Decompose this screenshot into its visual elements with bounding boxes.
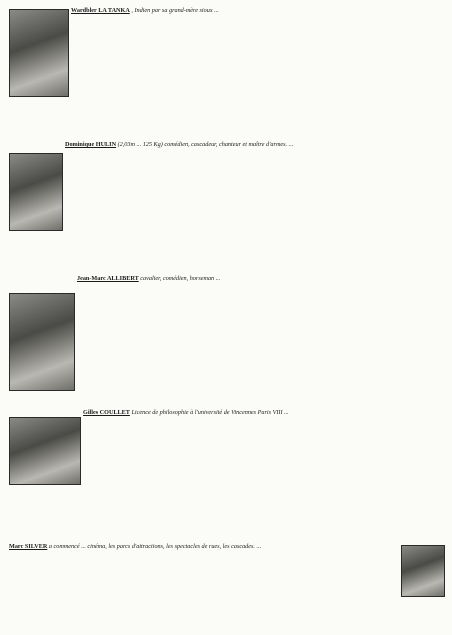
- bio-text: [9, 409, 443, 485]
- bio-text: [9, 275, 443, 391]
- bio-text: [9, 141, 443, 231]
- bio-entry: [9, 141, 443, 273]
- bio-text: [9, 543, 443, 597]
- bio-intro: a commencé ... cinéma, les parcs d'attractions, les spectacles de rues, les cascades. ...: [48, 543, 262, 550]
- bio-entry: [9, 7, 443, 139]
- bio-intro: , Indien par sa grand-mère sioux ...: [131, 7, 219, 14]
- bio-entry: [9, 543, 443, 629]
- bio-intro: (2,03m ... 125 Kg) comédien, cascadeur, chanteur et maître d'armes. ...: [117, 141, 294, 148]
- bio-entry: [9, 409, 443, 541]
- bio-entry: [9, 275, 443, 407]
- bio-intro: cavalier, comédien, horseman ...: [140, 275, 221, 282]
- person-name: Gilles COULLET: [83, 409, 130, 416]
- person-name: Jean-Marc ALLIBERT: [77, 275, 139, 282]
- bio-intro: Licence de philosophie à l'université de Vincennes Paris VIII ...: [131, 409, 289, 416]
- bio-text: [9, 7, 443, 97]
- person-name: Dominique HULIN: [65, 141, 117, 148]
- person-name: Marc SILVER: [9, 543, 48, 550]
- person-name: Wardbler LA TANKA: [71, 7, 130, 14]
